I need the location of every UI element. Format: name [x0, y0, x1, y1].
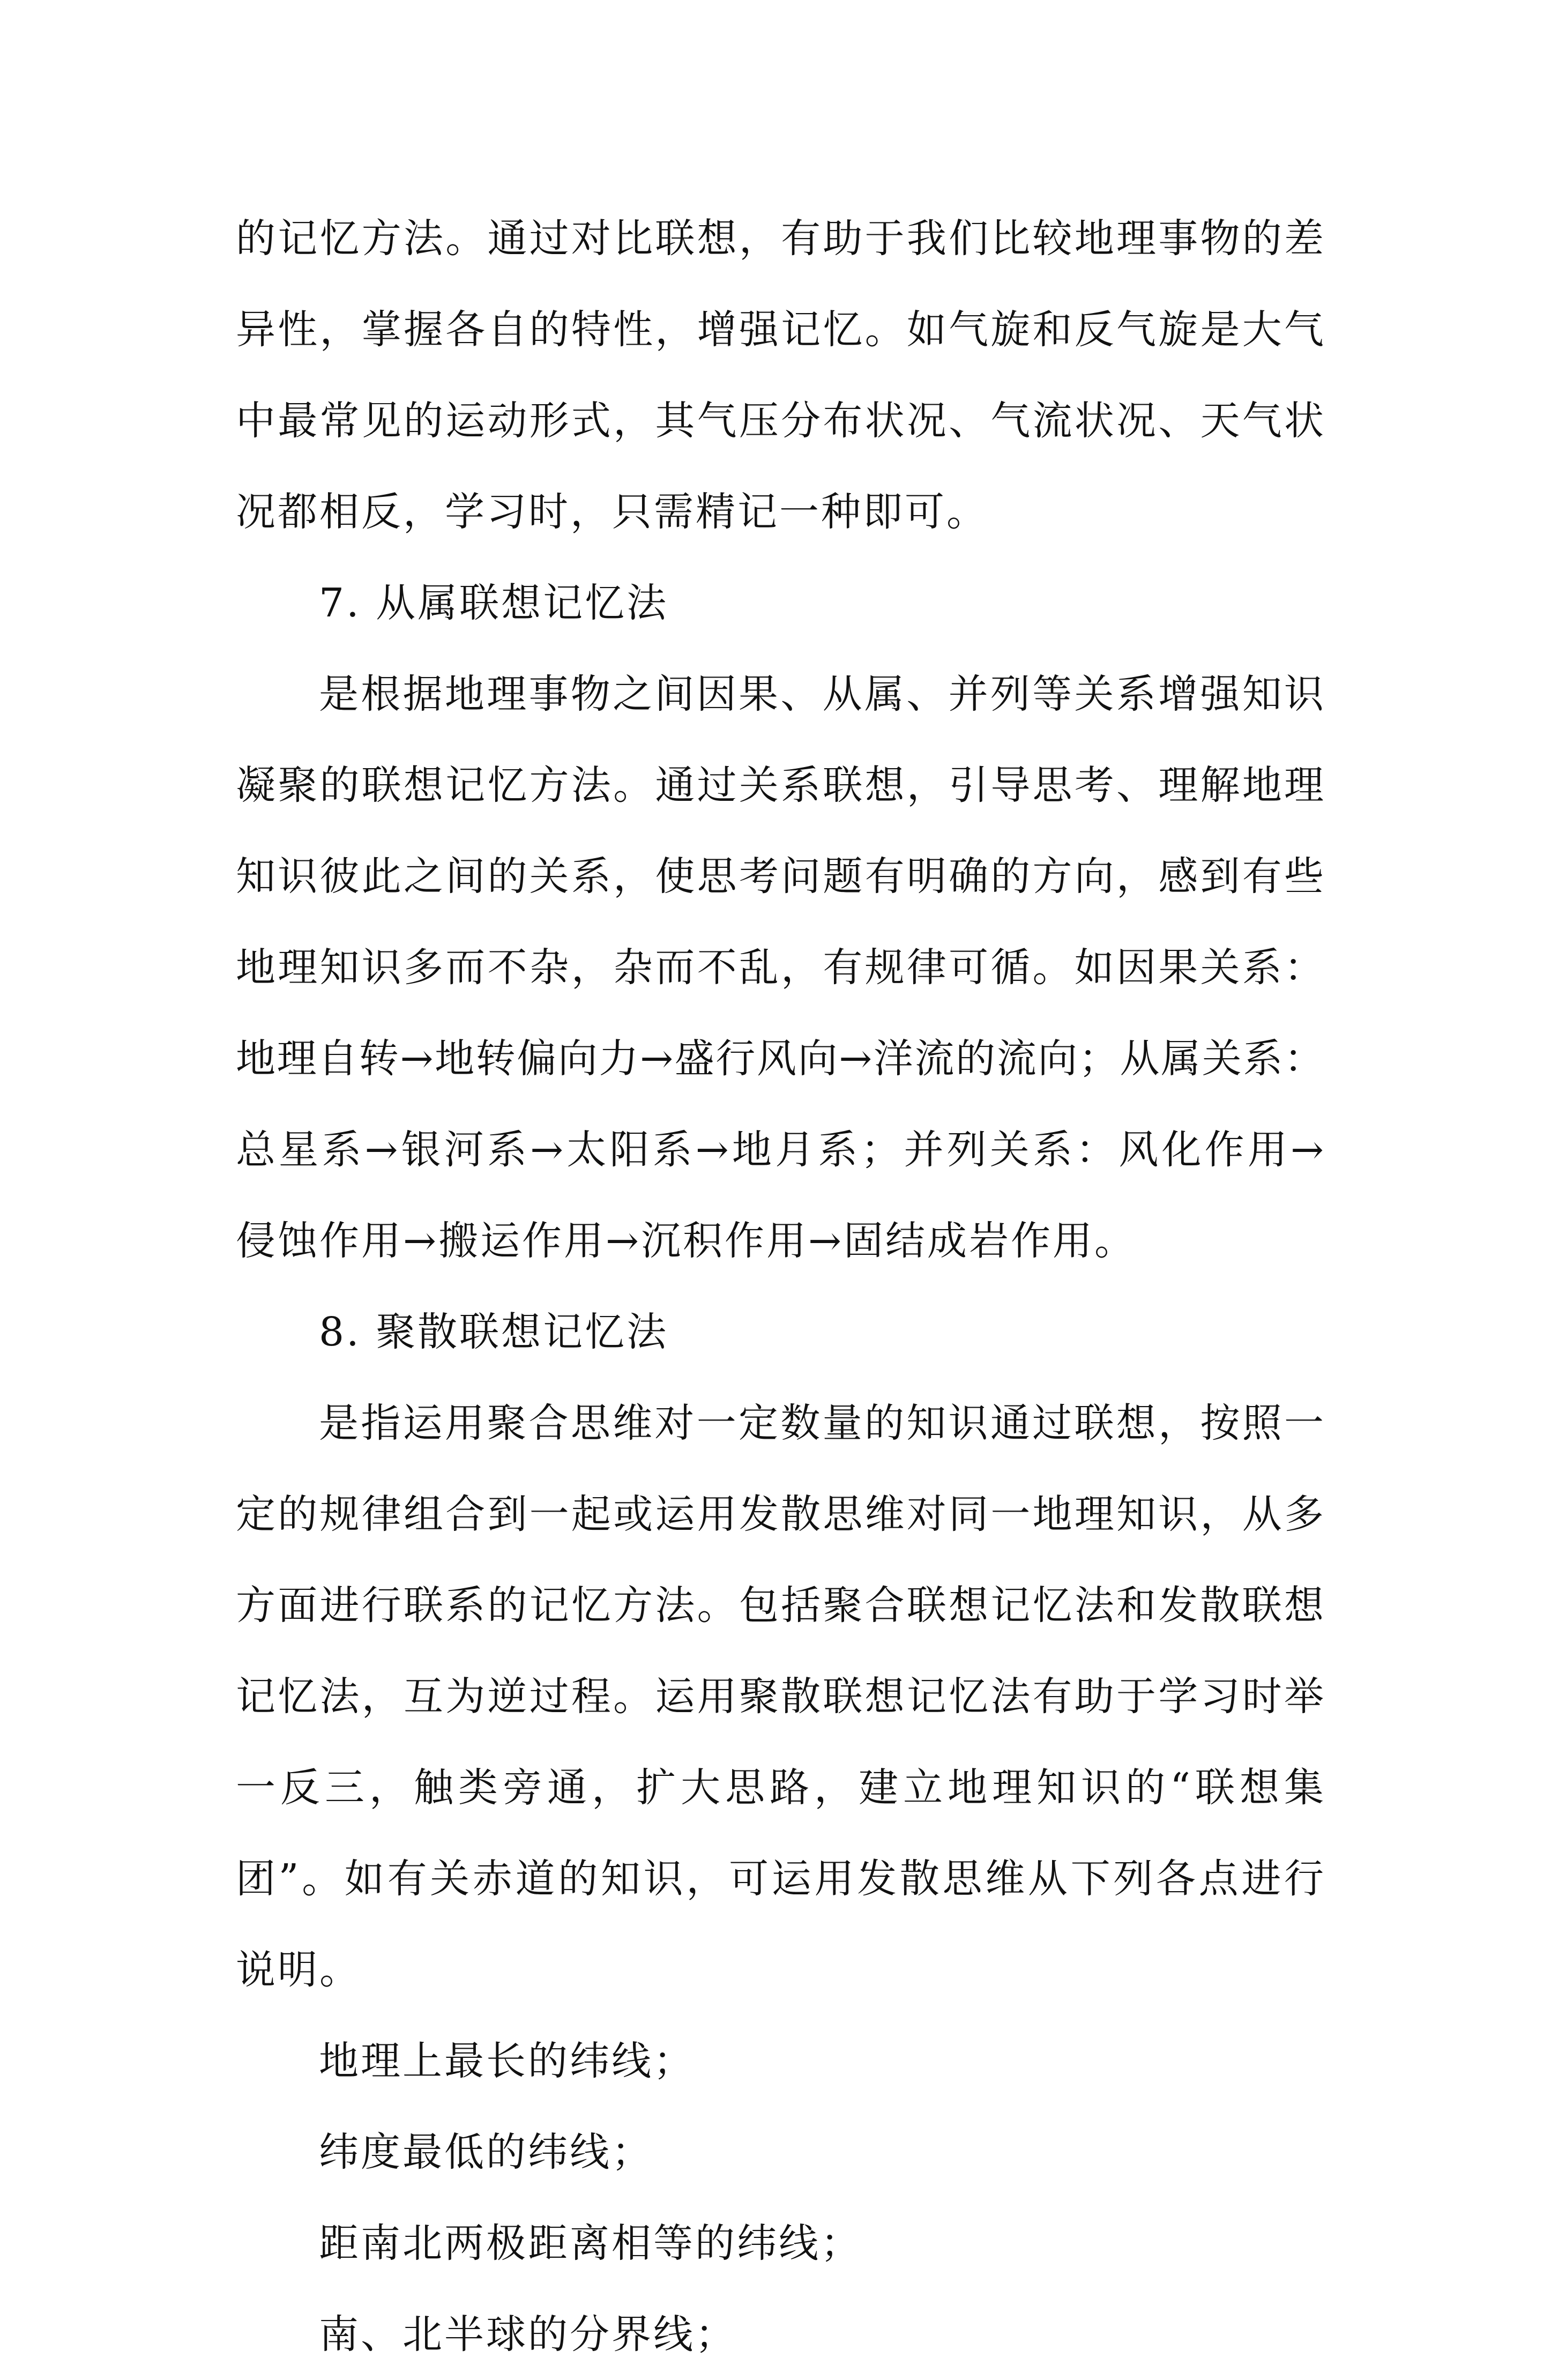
text-line: 地理知识多而不杂，杂而不乱，有规律可循。如因果关系： [236, 944, 1324, 991]
text-line: 异性，掌握各自的特性，增强记忆。如气旋和反气旋是大气 [236, 307, 1324, 353]
text-line: 凝聚的联想记忆方法。通过关系联想，引导思考、理解地理 [236, 762, 1324, 808]
section-heading: 7. 从属联想记忆法 [319, 580, 669, 626]
text-line: 况都相反，学习时，只需精记一种即可。 [236, 489, 988, 535]
text-line: 知识彼此之间的关系，使思考问题有明确的方向，感到有些 [236, 853, 1324, 899]
text-line: 团”。如有关赤道的知识，可运用发散思维从下列各点进行 [236, 1856, 1324, 1902]
text-line: 说明。 [236, 1947, 361, 1993]
text-line: 是指运用聚合思维对一定数量的知识通过联想，按照一 [319, 1400, 1324, 1446]
section-heading: 8. 聚散联想记忆法 [319, 1309, 669, 1355]
text-line: 一反三，触类旁通，扩大思路，建立地理知识的“联想集 [236, 1765, 1324, 1811]
list-item: 南、北半球的分界线； [319, 2311, 737, 2357]
text-line: 方面进行联系的记忆方法。包括聚合联想记忆法和发散联想 [236, 1582, 1324, 1628]
list-item: 地理上最长的纬线； [319, 2038, 695, 2084]
list-item: 纬度最低的纬线； [319, 2129, 653, 2175]
list-item: 距南北两极距离相等的纬线； [319, 2220, 862, 2266]
document-body [236, 193, 1324, 2380]
text-line: 的记忆方法。通过对比联想，有助于我们比较地理事物的差 [236, 215, 1324, 262]
text-line: 侵蚀作用→搬运作用→沉积作用→固结成岩作用。 [236, 1218, 1137, 1264]
text-line: 是根据地理事物之间因果、从属、并列等关系增强知识 [319, 671, 1324, 717]
text-line: 总星系→银河系→太阳系→地月系；并列关系：风化作用→ [236, 1127, 1324, 1173]
text-line: 中最常见的运动形式，其气压分布状况、气流状况、天气状 [236, 398, 1324, 444]
text-line: 记忆法，互为逆过程。运用聚散联想记忆法有助于学习时举 [236, 1674, 1324, 1720]
text-line: 地理自转→地转偏向力→盛行风向→洋流的流向；从属关系： [236, 1036, 1324, 1082]
text-line: 定的规律组合到一起或运用发散思维对同一地理知识，从多 [236, 1491, 1324, 1537]
